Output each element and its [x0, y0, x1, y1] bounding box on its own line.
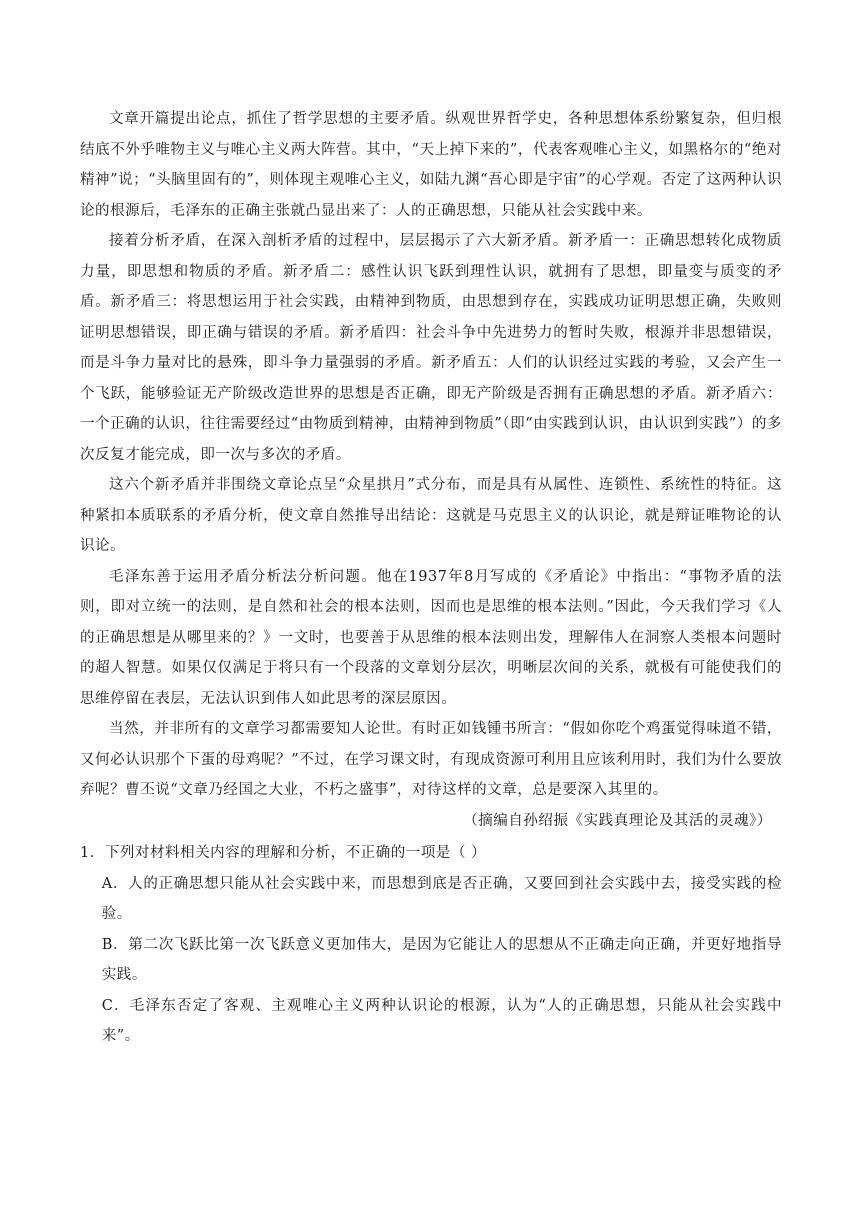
source-citation: （摘编自孙绍振《实践真理论及其活的灵魂》） — [463, 812, 772, 829]
paragraph-3: 这六个新矛盾并非围绕文章论点呈“众星拱月”式分布，而是具有从属性、连锁性、系统性的特征。这种紧扣本质联系的矛盾分析，使文章自然推导出结论：这就是马克思主义的认识论，就是辩证唯物论的认识论。 — [80, 477, 782, 554]
document-body — [80, 104, 782, 1052]
option-a: A．人的正确思想只能从社会实践中来，而思想到底是否正确，又要回到社会实践中去，接受实践的检验。 — [101, 875, 782, 922]
paragraph-4: 毛泽东善于运用矛盾分析法分析问题。他在1937年8月写成的《矛盾论》中指出：“事物矛盾的法则，即对立统一的法则，是自然和社会的根本法则，因而也是思维的根本法则。”因此，今天我们学习《人的正确思想是从哪里来的？》一文时，也要善于从思维的根本法则出发，理解伟人在洞察人类根本问题时的超人智慧。如果仅仅满足于将只有一个段落的文章划分层次，明晰层次间的关系，就极有可能使我们的思维停留在表层，无法认识到伟人如此思考的深层原因。 — [80, 568, 782, 707]
paragraph-5: 当然，并非所有的文章学习都需要知人论世。有时正如钱锺书所言：“假如你吃个鸡蛋觉得味道不错，又何必认识那个下蛋的母鸡呢？”不过，在学习课文时，有现成资源可利用且应该利用时，我们为什么要放弃呢？曹丕说“文章乃经国之大业，不朽之盛事”，对待这样的文章，总是要深入其里的。 — [80, 721, 782, 798]
paragraph-2: 接着分析矛盾，在深入剖析矛盾的过程中，层层揭示了六大新矛盾。新矛盾一：正确思想转化成物质力量，即思想和物质的矛盾。新矛盾二：感性认识飞跃到理性认识，就拥有了思想，即量变与质变的矛盾。新矛盾三：将思想运用于社会实践，由精神到物质，由思想到存在，实践成功证明思想正确，失败则证明思想错误，即正确与错误的矛盾。新矛盾四：社会斗争中先进势力的暂时失败，根源并非思想错误，而是斗争力量对比的悬殊，即斗争力量强弱的矛盾。新矛盾五：人们的认识经过实践的考验，又会产生一个飞跃，能够验证无产阶级改造世界的思想是否正确，即无产阶级是否拥有正确思想的矛盾。新矛盾六：一个正确的认识，往往需要经过“由物质到精神，由精神到物质”（即“由实践到认识，由认识到实践”）的多次反复才能完成，即一次与多次的矛盾。 — [80, 233, 782, 463]
option-b: B．第二次飞跃比第一次飞跃意义更加伟大，是因为它能让人的思想从不正确走向正确，并更好地指导实践。 — [101, 936, 782, 983]
question-stem: 1．下列对材料相关内容的理解和分析，不正确的一项是（ ） — [80, 845, 487, 861]
option-c: C．毛泽东否定了客观、主观唯心主义两种认识论的根源，认为“人的正确思想，只能从社会实践中来”。 — [101, 997, 782, 1044]
paragraph-1: 文章开篇提出论点，抓住了哲学思想的主要矛盾。纵观世界哲学史，各种思想体系纷繁复杂，但归根结底不外乎唯物主义与唯心主义两大阵营。其中，“天上掉下来的”，代表客观唯心主义，如黑格尔的“绝对精神”说；“头脑里固有的”，则体现主观唯心主义，如陆九渊“吾心即是宇宙”的心学观。否定了这两种认识论的根源后，毛泽东的正确主张就凸显出来了：人的正确思想，只能从社会实践中来。 — [80, 111, 783, 219]
